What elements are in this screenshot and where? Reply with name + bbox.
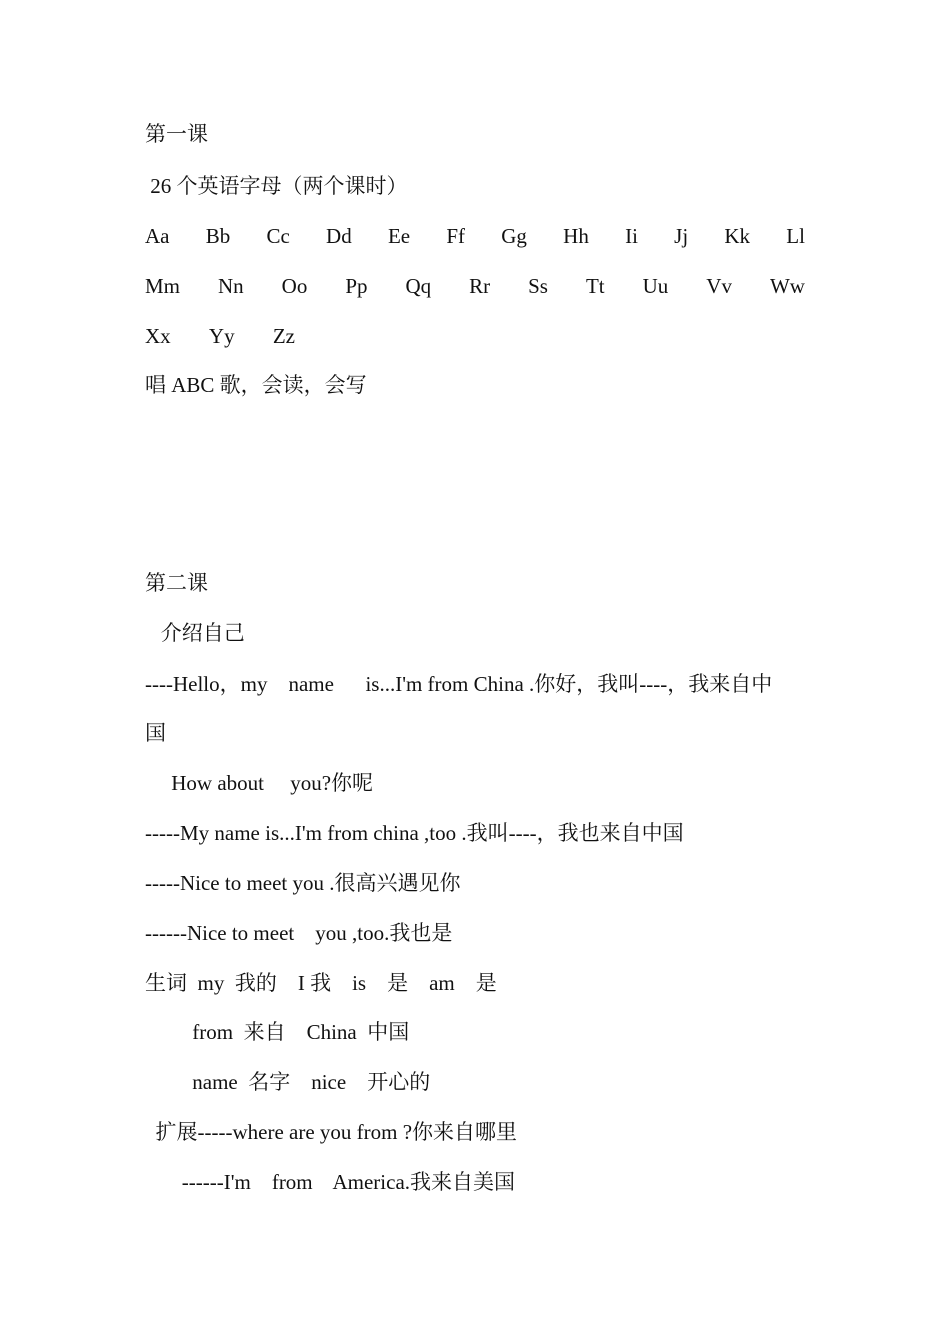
extension-line: 扩展-----where are you from ?你来自哪里 — [145, 1120, 518, 1144]
letter-pair: Ee — [387, 224, 411, 248]
letter-pair: Rr — [469, 274, 491, 298]
dialogue-line: 国 — [145, 721, 166, 745]
letter-pair: Oo — [281, 274, 308, 298]
letter-pair: Pp — [345, 274, 368, 298]
letter-pair: Aa — [145, 224, 170, 248]
lesson1-title: 第一课 — [145, 122, 208, 146]
letter-pair: Ii — [625, 224, 638, 248]
lesson1-subtitle: 26 个英语字母（两个课时） — [145, 174, 408, 198]
vocabulary-line: name 名字 nice 开心的 — [145, 1070, 431, 1094]
letter-pair: Uu — [642, 274, 669, 298]
letter-pair: Hh — [563, 224, 589, 248]
lesson2-title: 第二课 — [145, 571, 208, 595]
letter-pair: Mm — [145, 274, 181, 298]
vocabulary-line: 生词 my 我的 I 我 is 是 am 是 — [145, 971, 497, 995]
letter-pair: Bb — [205, 224, 231, 248]
letter-pair: Vv — [706, 274, 732, 298]
letter-pair: Cc — [266, 224, 290, 248]
letter-pair: Xx — [145, 324, 171, 348]
letter-pair: Ww — [769, 274, 805, 298]
letter-pair: Jj — [674, 224, 689, 248]
dialogue-line: -----My name is...I'm from china ,too .我叫----，我也来自中国 — [145, 821, 684, 845]
letter-pair: Qq — [405, 274, 432, 298]
vocabulary-line: from 来自 China 中国 — [145, 1020, 410, 1044]
dialogue-line: How about you?你呢 — [145, 771, 374, 795]
letter-pair: Dd — [326, 224, 352, 248]
letter-pair: Ss — [528, 274, 548, 298]
lesson1-activity: 唱 ABC 歌，会读，会写 — [145, 373, 367, 397]
dialogue-line: ------Nice to meet you ,too.我也是 — [145, 921, 453, 945]
letter-pair: Tt — [585, 274, 605, 298]
letter-pair: Ff — [446, 224, 466, 248]
alphabet-row-1 — [145, 223, 805, 249]
letter-pair: Zz — [272, 324, 295, 348]
lesson2-subtitle: 介绍自己 — [145, 621, 245, 645]
letter-pair: Gg — [501, 224, 527, 248]
alphabet-row-3 — [145, 323, 295, 349]
letter-pair: Nn — [218, 274, 244, 298]
dialogue-line: ----Hello，my name is...I'm from China .你好，我叫----，我来自中 — [145, 672, 773, 696]
letter-pair: Kk — [724, 224, 751, 248]
extension-line: ------I'm from America.我来自美国 — [145, 1170, 516, 1194]
letter-pair: Ll — [786, 224, 805, 248]
letter-pair: Yy — [208, 324, 235, 348]
alphabet-row-2 — [145, 273, 805, 299]
dialogue-line: -----Nice to meet you .很高兴遇见你 — [145, 871, 461, 895]
